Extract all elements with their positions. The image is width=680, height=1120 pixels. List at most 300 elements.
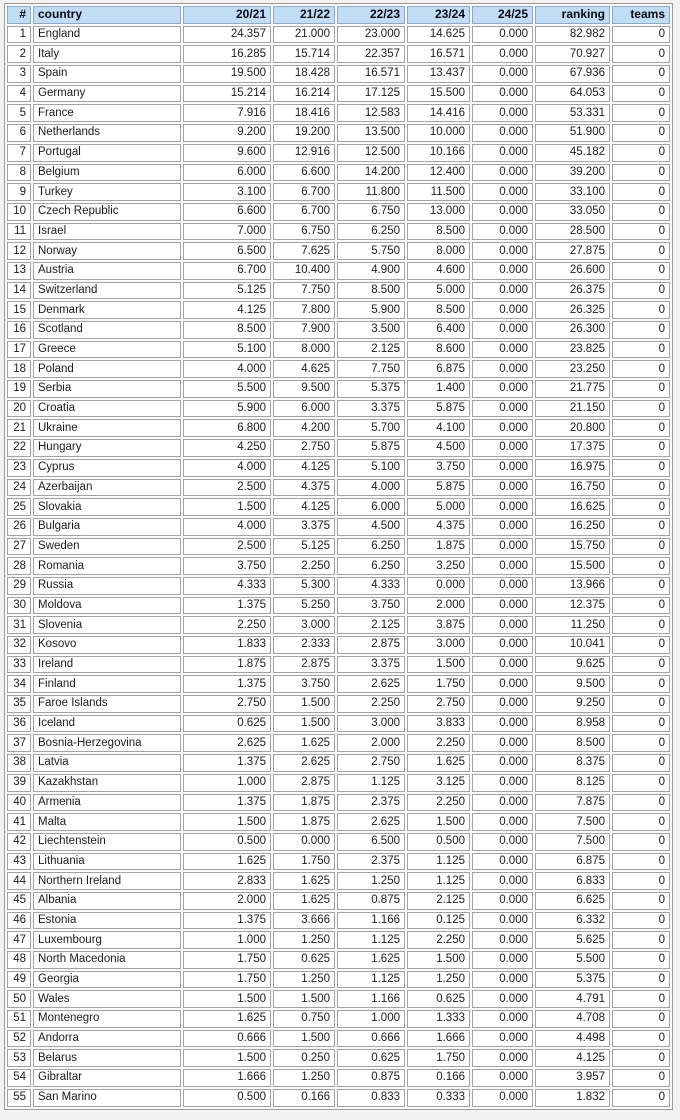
cell-rank: 1 bbox=[7, 26, 31, 44]
cell-ranking: 27.875 bbox=[535, 242, 610, 260]
cell-rank: 55 bbox=[7, 1089, 31, 1107]
cell-country: Gibraltar bbox=[33, 1069, 181, 1087]
cell-season-24-25: 0.000 bbox=[472, 203, 533, 221]
cell-country: Czech Republic bbox=[33, 203, 181, 221]
cell-season-23-24: 2.750 bbox=[407, 695, 470, 713]
cell-season-21-22: 16.214 bbox=[273, 85, 335, 103]
cell-season-21-22: 3.750 bbox=[273, 675, 335, 693]
cell-ranking: 26.300 bbox=[535, 321, 610, 339]
cell-season-23-24: 8.500 bbox=[407, 301, 470, 319]
cell-country: Iceland bbox=[33, 715, 181, 733]
cell-rank: 10 bbox=[7, 203, 31, 221]
cell-season-22-23: 5.750 bbox=[337, 242, 405, 260]
cell-season-20-21: 0.500 bbox=[183, 833, 271, 851]
table-row bbox=[7, 498, 670, 516]
cell-ranking: 8.500 bbox=[535, 734, 610, 752]
cell-rank: 31 bbox=[7, 616, 31, 634]
cell-teams: 0 bbox=[612, 380, 670, 398]
cell-season-22-23: 14.200 bbox=[337, 164, 405, 182]
cell-season-22-23: 12.583 bbox=[337, 104, 405, 122]
cell-season-20-21: 1.375 bbox=[183, 912, 271, 930]
cell-country: Wales bbox=[33, 990, 181, 1008]
cell-season-22-23: 6.250 bbox=[337, 557, 405, 575]
cell-country: Germany bbox=[33, 85, 181, 103]
table-row bbox=[7, 301, 670, 319]
col-header-season-20-21: 20/21 bbox=[183, 6, 271, 24]
cell-rank: 20 bbox=[7, 400, 31, 418]
cell-season-20-21: 6.600 bbox=[183, 203, 271, 221]
cell-season-23-24: 5.000 bbox=[407, 282, 470, 300]
cell-season-23-24: 6.400 bbox=[407, 321, 470, 339]
cell-season-24-25: 0.000 bbox=[472, 479, 533, 497]
table-row bbox=[7, 26, 670, 44]
cell-season-20-21: 1.666 bbox=[183, 1069, 271, 1087]
cell-season-21-22: 8.000 bbox=[273, 341, 335, 359]
cell-rank: 24 bbox=[7, 479, 31, 497]
cell-season-22-23: 6.000 bbox=[337, 498, 405, 516]
cell-season-23-24: 0.625 bbox=[407, 990, 470, 1008]
cell-season-24-25: 0.000 bbox=[472, 1049, 533, 1067]
cell-ranking: 51.900 bbox=[535, 124, 610, 142]
cell-season-22-23: 5.900 bbox=[337, 301, 405, 319]
table-body bbox=[7, 26, 670, 1107]
cell-season-22-23: 0.833 bbox=[337, 1089, 405, 1107]
cell-season-20-21: 1.625 bbox=[183, 1010, 271, 1028]
cell-country: Armenia bbox=[33, 794, 181, 812]
cell-teams: 0 bbox=[612, 794, 670, 812]
cell-teams: 0 bbox=[612, 656, 670, 674]
cell-season-21-22: 1.500 bbox=[273, 715, 335, 733]
table-row bbox=[7, 45, 670, 63]
cell-rank: 46 bbox=[7, 912, 31, 930]
cell-season-22-23: 13.500 bbox=[337, 124, 405, 142]
cell-season-23-24: 3.250 bbox=[407, 557, 470, 575]
cell-season-24-25: 0.000 bbox=[472, 262, 533, 280]
cell-season-23-24: 8.000 bbox=[407, 242, 470, 260]
cell-ranking: 8.958 bbox=[535, 715, 610, 733]
cell-season-21-22: 4.625 bbox=[273, 360, 335, 378]
cell-ranking: 26.325 bbox=[535, 301, 610, 319]
cell-season-21-22: 1.250 bbox=[273, 1069, 335, 1087]
cell-season-22-23: 7.750 bbox=[337, 360, 405, 378]
cell-season-24-25: 0.000 bbox=[472, 557, 533, 575]
table-row bbox=[7, 715, 670, 733]
cell-season-21-22: 19.200 bbox=[273, 124, 335, 142]
cell-teams: 0 bbox=[612, 813, 670, 831]
cell-season-23-24: 3.000 bbox=[407, 636, 470, 654]
cell-season-20-21: 15.214 bbox=[183, 85, 271, 103]
cell-season-23-24: 13.000 bbox=[407, 203, 470, 221]
cell-teams: 0 bbox=[612, 262, 670, 280]
cell-season-21-22: 4.125 bbox=[273, 498, 335, 516]
cell-teams: 0 bbox=[612, 872, 670, 890]
cell-season-23-24: 16.571 bbox=[407, 45, 470, 63]
cell-season-24-25: 0.000 bbox=[472, 872, 533, 890]
cell-ranking: 4.125 bbox=[535, 1049, 610, 1067]
cell-ranking: 13.966 bbox=[535, 577, 610, 595]
cell-teams: 0 bbox=[612, 557, 670, 575]
cell-teams: 0 bbox=[612, 616, 670, 634]
cell-ranking: 23.825 bbox=[535, 341, 610, 359]
header-row bbox=[7, 6, 670, 24]
cell-teams: 0 bbox=[612, 853, 670, 871]
table-row bbox=[7, 518, 670, 536]
cell-teams: 0 bbox=[612, 597, 670, 615]
cell-season-22-23: 1.125 bbox=[337, 774, 405, 792]
cell-season-22-23: 3.500 bbox=[337, 321, 405, 339]
cell-season-20-21: 19.500 bbox=[183, 65, 271, 83]
cell-season-21-22: 6.700 bbox=[273, 203, 335, 221]
cell-season-21-22: 2.750 bbox=[273, 439, 335, 457]
cell-ranking: 9.625 bbox=[535, 656, 610, 674]
cell-season-22-23: 2.375 bbox=[337, 853, 405, 871]
table-row bbox=[7, 754, 670, 772]
cell-season-24-25: 0.000 bbox=[472, 971, 533, 989]
cell-rank: 8 bbox=[7, 164, 31, 182]
cell-country: Serbia bbox=[33, 380, 181, 398]
cell-season-24-25: 0.000 bbox=[472, 1069, 533, 1087]
cell-ranking: 8.125 bbox=[535, 774, 610, 792]
cell-teams: 0 bbox=[612, 183, 670, 201]
cell-teams: 0 bbox=[612, 754, 670, 772]
cell-season-23-24: 3.833 bbox=[407, 715, 470, 733]
cell-teams: 0 bbox=[612, 242, 670, 260]
cell-season-21-22: 3.000 bbox=[273, 616, 335, 634]
cell-rank: 41 bbox=[7, 813, 31, 831]
table-row bbox=[7, 577, 670, 595]
cell-season-22-23: 2.875 bbox=[337, 636, 405, 654]
cell-season-24-25: 0.000 bbox=[472, 794, 533, 812]
cell-season-23-24: 2.250 bbox=[407, 794, 470, 812]
cell-season-24-25: 0.000 bbox=[472, 656, 533, 674]
table-row bbox=[7, 439, 670, 457]
table-row bbox=[7, 557, 670, 575]
cell-ranking: 16.625 bbox=[535, 498, 610, 516]
cell-season-20-21: 6.800 bbox=[183, 419, 271, 437]
cell-season-20-21: 8.500 bbox=[183, 321, 271, 339]
cell-season-23-24: 0.000 bbox=[407, 577, 470, 595]
cell-season-20-21: 6.500 bbox=[183, 242, 271, 260]
cell-season-23-24: 15.500 bbox=[407, 85, 470, 103]
cell-season-24-25: 0.000 bbox=[472, 341, 533, 359]
cell-season-23-24: 1.666 bbox=[407, 1030, 470, 1048]
cell-season-24-25: 0.000 bbox=[472, 951, 533, 969]
cell-season-21-22: 0.000 bbox=[273, 833, 335, 851]
cell-season-23-24: 1.125 bbox=[407, 872, 470, 890]
cell-season-23-24: 4.100 bbox=[407, 419, 470, 437]
cell-season-21-22: 4.125 bbox=[273, 459, 335, 477]
cell-season-21-22: 7.800 bbox=[273, 301, 335, 319]
cell-season-23-24: 3.125 bbox=[407, 774, 470, 792]
cell-season-22-23: 6.250 bbox=[337, 223, 405, 241]
table-row bbox=[7, 971, 670, 989]
cell-country: Azerbaijan bbox=[33, 479, 181, 497]
cell-teams: 0 bbox=[612, 892, 670, 910]
cell-season-24-25: 0.000 bbox=[472, 164, 533, 182]
cell-season-20-21: 1.375 bbox=[183, 754, 271, 772]
cell-season-24-25: 0.000 bbox=[472, 104, 533, 122]
table-row bbox=[7, 380, 670, 398]
cell-season-21-22: 7.750 bbox=[273, 282, 335, 300]
cell-season-24-25: 0.000 bbox=[472, 931, 533, 949]
cell-teams: 0 bbox=[612, 341, 670, 359]
col-header-teams: teams bbox=[612, 6, 670, 24]
cell-season-23-24: 8.600 bbox=[407, 341, 470, 359]
cell-teams: 0 bbox=[612, 1049, 670, 1067]
cell-country: Andorra bbox=[33, 1030, 181, 1048]
cell-season-23-24: 1.875 bbox=[407, 538, 470, 556]
table-row bbox=[7, 813, 670, 831]
cell-season-20-21: 1.375 bbox=[183, 597, 271, 615]
cell-season-22-23: 2.250 bbox=[337, 695, 405, 713]
cell-season-24-25: 0.000 bbox=[472, 912, 533, 930]
cell-country: Ukraine bbox=[33, 419, 181, 437]
cell-season-21-22: 7.625 bbox=[273, 242, 335, 260]
cell-season-20-21: 4.000 bbox=[183, 518, 271, 536]
cell-ranking: 12.375 bbox=[535, 597, 610, 615]
cell-teams: 0 bbox=[612, 951, 670, 969]
cell-country: Latvia bbox=[33, 754, 181, 772]
cell-ranking: 26.375 bbox=[535, 282, 610, 300]
cell-teams: 0 bbox=[612, 636, 670, 654]
cell-season-23-24: 1.750 bbox=[407, 1049, 470, 1067]
cell-season-20-21: 5.500 bbox=[183, 380, 271, 398]
table-row bbox=[7, 85, 670, 103]
cell-rank: 14 bbox=[7, 282, 31, 300]
cell-rank: 37 bbox=[7, 734, 31, 752]
table-row bbox=[7, 636, 670, 654]
cell-season-24-25: 0.000 bbox=[472, 419, 533, 437]
cell-country: Portugal bbox=[33, 144, 181, 162]
cell-teams: 0 bbox=[612, 498, 670, 516]
cell-season-22-23: 3.750 bbox=[337, 597, 405, 615]
cell-rank: 48 bbox=[7, 951, 31, 969]
cell-ranking: 67.936 bbox=[535, 65, 610, 83]
cell-season-20-21: 1.625 bbox=[183, 853, 271, 871]
cell-season-22-23: 0.875 bbox=[337, 1069, 405, 1087]
cell-season-24-25: 0.000 bbox=[472, 282, 533, 300]
cell-season-21-22: 0.166 bbox=[273, 1089, 335, 1107]
cell-rank: 45 bbox=[7, 892, 31, 910]
cell-season-23-24: 14.625 bbox=[407, 26, 470, 44]
cell-season-22-23: 1.000 bbox=[337, 1010, 405, 1028]
cell-ranking: 16.250 bbox=[535, 518, 610, 536]
cell-season-20-21: 5.125 bbox=[183, 282, 271, 300]
cell-season-22-23: 6.500 bbox=[337, 833, 405, 851]
cell-ranking: 9.250 bbox=[535, 695, 610, 713]
cell-ranking: 28.500 bbox=[535, 223, 610, 241]
country-coefficient-table bbox=[4, 3, 673, 1110]
cell-ranking: 5.375 bbox=[535, 971, 610, 989]
cell-rank: 53 bbox=[7, 1049, 31, 1067]
cell-season-24-25: 0.000 bbox=[472, 833, 533, 851]
cell-teams: 0 bbox=[612, 931, 670, 949]
cell-season-21-22: 3.666 bbox=[273, 912, 335, 930]
cell-rank: 12 bbox=[7, 242, 31, 260]
cell-season-21-22: 4.375 bbox=[273, 479, 335, 497]
cell-season-23-24: 10.166 bbox=[407, 144, 470, 162]
cell-season-24-25: 0.000 bbox=[472, 538, 533, 556]
cell-season-21-22: 18.416 bbox=[273, 104, 335, 122]
cell-season-21-22: 6.750 bbox=[273, 223, 335, 241]
cell-season-22-23: 16.571 bbox=[337, 65, 405, 83]
cell-rank: 5 bbox=[7, 104, 31, 122]
cell-ranking: 5.500 bbox=[535, 951, 610, 969]
cell-season-21-22: 15.714 bbox=[273, 45, 335, 63]
cell-season-24-25: 0.000 bbox=[472, 85, 533, 103]
cell-country: Luxembourg bbox=[33, 931, 181, 949]
cell-season-24-25: 0.000 bbox=[472, 380, 533, 398]
cell-season-23-24: 1.750 bbox=[407, 675, 470, 693]
cell-teams: 0 bbox=[612, 1069, 670, 1087]
cell-season-20-21: 4.333 bbox=[183, 577, 271, 595]
cell-season-21-22: 6.700 bbox=[273, 183, 335, 201]
cell-rank: 27 bbox=[7, 538, 31, 556]
cell-teams: 0 bbox=[612, 715, 670, 733]
cell-country: Romania bbox=[33, 557, 181, 575]
cell-season-23-24: 5.875 bbox=[407, 400, 470, 418]
cell-country: Moldova bbox=[33, 597, 181, 615]
cell-season-21-22: 21.000 bbox=[273, 26, 335, 44]
cell-rank: 22 bbox=[7, 439, 31, 457]
cell-ranking: 7.500 bbox=[535, 813, 610, 831]
cell-season-22-23: 0.666 bbox=[337, 1030, 405, 1048]
table-row bbox=[7, 1030, 670, 1048]
cell-season-22-23: 4.000 bbox=[337, 479, 405, 497]
table-row bbox=[7, 616, 670, 634]
cell-country: Russia bbox=[33, 577, 181, 595]
cell-season-20-21: 9.600 bbox=[183, 144, 271, 162]
cell-season-20-21: 1.500 bbox=[183, 498, 271, 516]
cell-season-20-21: 1.000 bbox=[183, 774, 271, 792]
cell-season-22-23: 4.900 bbox=[337, 262, 405, 280]
cell-country: Liechtenstein bbox=[33, 833, 181, 851]
cell-rank: 16 bbox=[7, 321, 31, 339]
cell-season-22-23: 5.100 bbox=[337, 459, 405, 477]
cell-season-24-25: 0.000 bbox=[472, 616, 533, 634]
cell-teams: 0 bbox=[612, 301, 670, 319]
cell-season-20-21: 2.500 bbox=[183, 479, 271, 497]
table-row bbox=[7, 1010, 670, 1028]
cell-season-23-24: 2.125 bbox=[407, 892, 470, 910]
cell-season-23-24: 0.166 bbox=[407, 1069, 470, 1087]
cell-country: Faroe Islands bbox=[33, 695, 181, 713]
cell-season-21-22: 2.333 bbox=[273, 636, 335, 654]
cell-season-20-21: 7.000 bbox=[183, 223, 271, 241]
cell-rank: 29 bbox=[7, 577, 31, 595]
cell-season-23-24: 13.437 bbox=[407, 65, 470, 83]
col-header-country: country bbox=[33, 6, 181, 24]
cell-country: Northern Ireland bbox=[33, 872, 181, 890]
cell-country: Greece bbox=[33, 341, 181, 359]
cell-season-23-24: 4.600 bbox=[407, 262, 470, 280]
cell-country: Bosnia-Herzegovina bbox=[33, 734, 181, 752]
cell-country: Ireland bbox=[33, 656, 181, 674]
cell-rank: 6 bbox=[7, 124, 31, 142]
table-row bbox=[7, 164, 670, 182]
col-header-season-22-23: 22/23 bbox=[337, 6, 405, 24]
cell-season-20-21: 0.500 bbox=[183, 1089, 271, 1107]
cell-season-24-25: 0.000 bbox=[472, 577, 533, 595]
cell-country: Montenegro bbox=[33, 1010, 181, 1028]
cell-season-23-24: 8.500 bbox=[407, 223, 470, 241]
cell-season-23-24: 3.875 bbox=[407, 616, 470, 634]
col-header-rank: # bbox=[7, 6, 31, 24]
cell-season-22-23: 1.625 bbox=[337, 951, 405, 969]
table-row bbox=[7, 400, 670, 418]
cell-country: France bbox=[33, 104, 181, 122]
cell-season-24-25: 0.000 bbox=[472, 242, 533, 260]
cell-teams: 0 bbox=[612, 1010, 670, 1028]
cell-teams: 0 bbox=[612, 518, 670, 536]
cell-season-24-25: 0.000 bbox=[472, 400, 533, 418]
cell-season-24-25: 0.000 bbox=[472, 459, 533, 477]
cell-season-20-21: 4.000 bbox=[183, 459, 271, 477]
cell-rank: 15 bbox=[7, 301, 31, 319]
cell-country: Austria bbox=[33, 262, 181, 280]
cell-teams: 0 bbox=[612, 912, 670, 930]
cell-teams: 0 bbox=[612, 360, 670, 378]
table-row bbox=[7, 242, 670, 260]
cell-season-21-22: 1.500 bbox=[273, 1030, 335, 1048]
cell-teams: 0 bbox=[612, 833, 670, 851]
cell-teams: 0 bbox=[612, 734, 670, 752]
cell-ranking: 6.875 bbox=[535, 853, 610, 871]
cell-season-22-23: 2.000 bbox=[337, 734, 405, 752]
cell-season-21-22: 1.250 bbox=[273, 931, 335, 949]
cell-season-23-24: 1.500 bbox=[407, 813, 470, 831]
cell-season-20-21: 4.125 bbox=[183, 301, 271, 319]
cell-rank: 40 bbox=[7, 794, 31, 812]
cell-season-21-22: 1.500 bbox=[273, 695, 335, 713]
cell-season-24-25: 0.000 bbox=[472, 675, 533, 693]
cell-season-21-22: 2.250 bbox=[273, 557, 335, 575]
cell-season-24-25: 0.000 bbox=[472, 183, 533, 201]
cell-season-21-22: 6.600 bbox=[273, 164, 335, 182]
cell-rank: 3 bbox=[7, 65, 31, 83]
cell-season-20-21: 5.100 bbox=[183, 341, 271, 359]
cell-ranking: 6.625 bbox=[535, 892, 610, 910]
cell-season-22-23: 0.625 bbox=[337, 1049, 405, 1067]
table-row bbox=[7, 734, 670, 752]
cell-country: Belgium bbox=[33, 164, 181, 182]
cell-season-24-25: 0.000 bbox=[472, 813, 533, 831]
table-row bbox=[7, 794, 670, 812]
cell-season-21-22: 1.875 bbox=[273, 813, 335, 831]
cell-season-22-23: 11.800 bbox=[337, 183, 405, 201]
cell-season-24-25: 0.000 bbox=[472, 715, 533, 733]
cell-ranking: 3.957 bbox=[535, 1069, 610, 1087]
cell-season-24-25: 0.000 bbox=[472, 301, 533, 319]
table-row bbox=[7, 912, 670, 930]
cell-rank: 50 bbox=[7, 990, 31, 1008]
cell-season-24-25: 0.000 bbox=[472, 774, 533, 792]
table-row bbox=[7, 990, 670, 1008]
table-row bbox=[7, 124, 670, 142]
cell-season-21-22: 12.916 bbox=[273, 144, 335, 162]
cell-season-21-22: 1.625 bbox=[273, 734, 335, 752]
cell-season-22-23: 1.125 bbox=[337, 931, 405, 949]
cell-rank: 2 bbox=[7, 45, 31, 63]
cell-season-22-23: 2.625 bbox=[337, 675, 405, 693]
cell-season-24-25: 0.000 bbox=[472, 1030, 533, 1048]
cell-rank: 42 bbox=[7, 833, 31, 851]
table-row bbox=[7, 144, 670, 162]
cell-season-21-22: 18.428 bbox=[273, 65, 335, 83]
cell-teams: 0 bbox=[612, 164, 670, 182]
cell-teams: 0 bbox=[612, 104, 670, 122]
cell-season-23-24: 1.500 bbox=[407, 656, 470, 674]
